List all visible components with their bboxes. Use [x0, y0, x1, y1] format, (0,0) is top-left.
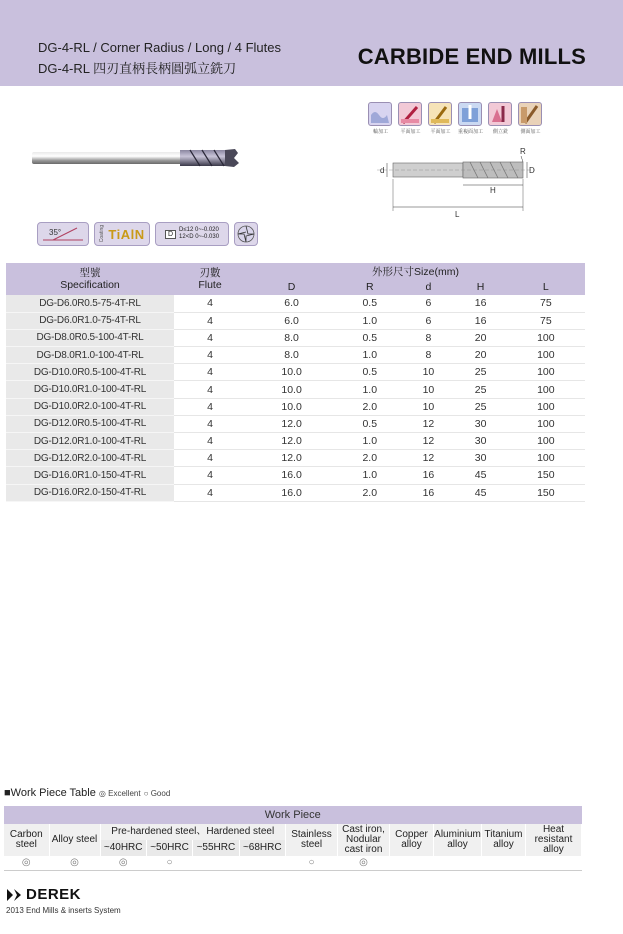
table-row: DG-D6.0R0.5-75-4T-RL 4 6.0 0.5 6 16 75 [6, 295, 585, 312]
label-L: L [455, 210, 460, 219]
wp-col-55hrc: ~55HRC [193, 840, 239, 856]
table-row: DG-D8.0R0.5-100-4T-RL 4 8.0 0.5 8 20 100 [6, 329, 585, 346]
application-icon-6: 側面加工 [518, 102, 543, 135]
tolerance-icon [155, 222, 229, 246]
brand-logo [6, 886, 81, 903]
flat-surface-icon [398, 102, 422, 126]
tolerance-line-2: 12<D 0~-0.030 [179, 234, 220, 240]
wp-hardened-header: Pre-hardened steel、Hardened steel [100, 824, 286, 840]
flat-surface-icon-2 [428, 102, 452, 126]
wp-col-40hrc: ~40HRC [100, 840, 146, 856]
legend-excellent: ◎ Excellent [98, 789, 141, 798]
rating-copper [390, 856, 434, 870]
col-D: D [246, 279, 337, 295]
wp-col-50hrc: ~50HRC [146, 840, 192, 856]
square-bullet-icon: ■ [4, 787, 11, 799]
table-row: DG-D16.0R1.0-150-4T-RL 4 16.0 1.0 16 45 150 [6, 467, 585, 484]
spec-table-body [6, 295, 585, 501]
brand-name: DEREK [26, 886, 82, 903]
four-flute-section-icon [234, 222, 258, 246]
col-R: R [337, 279, 402, 295]
rating-alloy-steel: ◎ [49, 856, 100, 870]
spec-header: 型號 Specification [6, 263, 174, 295]
table-row: DG-D10.0R2.0-100-4T-RL 4 10.0 2.0 10 25 100 [6, 398, 585, 415]
dimension-drawing [375, 145, 540, 220]
application-icons [368, 102, 543, 135]
legend-good: ○ Good [143, 789, 171, 798]
spec-icons-row [37, 222, 258, 246]
wp-col-alloy-steel: Alloy steel [49, 824, 100, 856]
footer-caption: 2013 End Mills & inserts System [6, 906, 121, 915]
tolerance-line-1: D≤12 0~-0.020 [179, 227, 219, 233]
wp-col-heat-resistant: Heat resistant alloy [526, 824, 582, 856]
table-row: DG-D10.0R1.0-100-4T-RL 4 10.0 1.0 10 25 100 [6, 381, 585, 398]
end-mill-photo [30, 143, 245, 173]
header-band [0, 0, 623, 86]
wp-col-cast-iron: Cast iron, Nodular cast iron [338, 824, 390, 856]
wp-col-aluminium: Aluminium alloy [434, 824, 482, 856]
application-icon-5: 側立銑 [488, 102, 513, 135]
workpiece-table [4, 806, 582, 871]
table-row: DG-D12.0R2.0-100-4T-RL 4 12.0 2.0 12 30 100 [6, 450, 585, 467]
size-group-header: 外形尺寸Size(mm) [246, 263, 585, 279]
application-icon-4: 重複面加工 [458, 102, 483, 135]
table-row: DG-D10.0R0.5-100-4T-RL 4 10.0 0.5 10 25 100 [6, 364, 585, 381]
wp-col-stainless: Stainless steel [286, 824, 338, 856]
workpiece-group-header: Work Piece [4, 806, 582, 824]
rating-68hrc [239, 856, 285, 870]
col-H: H [455, 279, 507, 295]
rating-titanium [482, 856, 526, 870]
product-title: CARBIDE END MILLS [357, 44, 586, 69]
flute-header: 刃數 Flute [174, 263, 246, 295]
derek-logo-icon [6, 888, 22, 902]
wp-col-copper: Copper alloy [390, 824, 434, 856]
rating-40hrc: ◎ [100, 856, 146, 870]
table-row: DG-D12.0R0.5-100-4T-RL 4 12.0 0.5 12 30 100 [6, 415, 585, 432]
specification-table [6, 263, 585, 502]
table-row: DG-D12.0R1.0-100-4T-RL 4 12.0 1.0 12 30 100 [6, 433, 585, 450]
rating-carbon-steel: ◎ [4, 856, 49, 870]
table-row: DG-D8.0R1.0-100-4T-RL 4 8.0 1.0 8 20 100 [6, 347, 585, 364]
table-row: DG-D16.0R2.0-150-4T-RL 4 16.0 2.0 16 45 150 [6, 484, 585, 501]
label-d: d [380, 166, 385, 175]
wp-rating-row [4, 856, 582, 870]
wp-col-68hrc: ~68HRC [239, 840, 285, 856]
application-icon-2: 平面加工 [398, 102, 423, 135]
label-D: D [529, 166, 535, 175]
series-title-cn: DG-4-RL 四刃直柄長柄圓弧立銑刀 [38, 61, 237, 76]
wp-col-carbon-steel: Carbon steel [4, 824, 49, 856]
application-icon-1: 輪加工 [368, 102, 393, 135]
coating-tag: Coating [99, 225, 106, 243]
coating-icon [94, 222, 150, 246]
rating-heat-resistant [526, 856, 582, 870]
deep-groove-icon [458, 102, 482, 126]
series-title-en: DG-4-RL / Corner Radius / Long / 4 Flutes [38, 40, 282, 55]
rating-55hrc [193, 856, 239, 870]
wavy-surface-icon [368, 102, 392, 126]
col-L: L [507, 279, 585, 295]
side-face-icon [518, 102, 542, 126]
rating-aluminium [434, 856, 482, 870]
application-icon-3: 平面加工 [428, 102, 453, 135]
table-row: DG-D6.0R1.0-75-4T-RL 4 6.0 1.0 6 16 75 [6, 312, 585, 329]
rating-stainless: ○ [286, 856, 338, 870]
label-H: H [490, 186, 496, 195]
col-d: d [402, 279, 454, 295]
tolerance-d-box: D [165, 230, 176, 239]
coating-name: TiAlN [108, 226, 145, 242]
side-cut-icon [488, 102, 512, 126]
helix-angle-icon [37, 222, 89, 246]
rating-50hrc: ○ [146, 856, 192, 870]
helix-angle-value: 35° [49, 228, 62, 237]
label-R: R [520, 147, 526, 156]
workpiece-title: ■Work Piece Table ◎ Excellent ○ Good [4, 787, 171, 799]
rating-cast-iron: ◎ [338, 856, 390, 870]
wp-col-titanium: Titanium alloy [482, 824, 526, 856]
